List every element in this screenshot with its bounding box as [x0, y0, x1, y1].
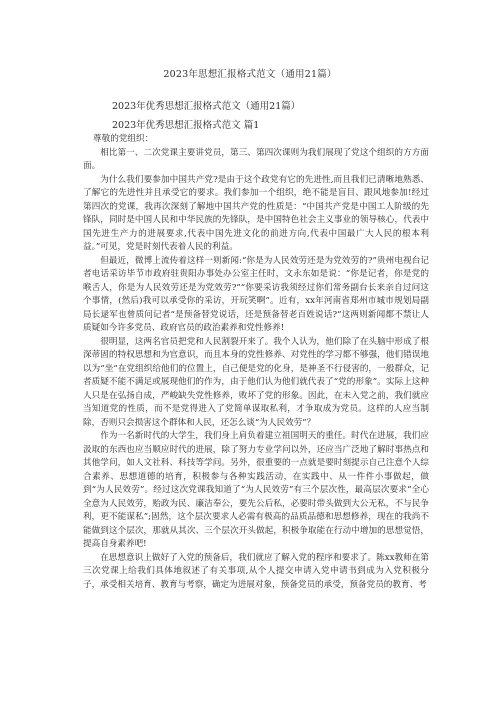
section-title: 2023年优秀思想汇报格式范文 篇1 — [112, 120, 260, 131]
paragraph: 为什么我们要参加中国共产党?是由于这个政党有它的先进性,而且我们已清晰地熟悉、了解它的先进性并且承受它的要求。我们参加一个组织，绝不能是盲目、跟风地参加!经过第四次的党课，我再次深刻了解地中国共产党的性质是：“中国共产党是中国工人阶级的先锋队，同时是中国人民和中华民族的先锋队，是中国特色社会主义事业的领导核心，代表中国先进生产力的进展要求,代表中国先进文化的前进方向,代表中国最广大人民的根本利益。”可见，党是时刻代表着人民的利益。 — [83, 174, 429, 252]
paragraph: 很明显，这两名官员把党和人民割裂开来了。我个人认为，他们除了在头脑中形成了根深蒂固的特权思想和为官意识，而且本身的党性修养、对党性的学习都不够强，他们错误地以为“坐”在党组织给他们的位置上，自己便是党的化身，是神圣不行侵害的，一般群众，记者质疑不能不满足或展现他们的作为，由于他们认为他们就代表了“党的形象”。实际上这种人只是在弘扬自成，严峻缺失党性修养，败坏了党的形象。因此，在未入党之前，我们就应当知道党的性质，而不是党得进入了党简单谋取私利，才争取成为党员。这样的人应当制除，否则只会损害这个群体和人民，还怎么谈“为人民效劳”？ — [83, 336, 429, 428]
salutation: 尊敬的党组织： — [93, 134, 154, 144]
document-body — [83, 133, 429, 592]
document-subtitle: 2023年优秀思想汇报格式范文（通用21篇） — [112, 101, 301, 112]
document-title: 2023年思想汇报格式范文（通用21篇） — [163, 69, 337, 80]
paragraph: 但最近，微博上流传着这样一则新闻:“你是为人民效劳还是为党效劳的?”贵州电视台记者电话采访毕节市政府驻贵阳办事处办公室主任时，文永东如是说：“你是记者，你是党的喉舌人，你是为人民效劳还是为党效劳?”“你要采访我须经过你们常务副台长来亲自过问这个事情，(然后)我可以承受你的采访，开玩笑啊”。近有，xx年河南省郑州市城市规划局副局长逯军也曾质问记者“是预备替党说话，还是预备替老百姓说话?”这两则新闻都不禁让人质疑如今许多党员、政府官员的政治素养和党性修养! — [83, 255, 429, 333]
paragraph: 相比第一、二次党课主要讲党员，第三、第四次课则为我们展现了党这个组织的方方面面。 — [83, 147, 429, 171]
paragraph: 作为一名新时代的大学生，我们身上肩负着建立祖国明天的重任。时代在进展，我们应汲取的东西也应当顺应时代的进展，除了努力专业学问以外，还应当广泛地了解时事热点和其他学问，如人文社科、科技等学问。另外，很重要的一点就是要时刻提示自己注意个人综合素养、思想道德的培育，积极参与各种实践活动，在实践中、从一件件小事做起，做到“为人民效劳”。经过这次党课我知道了“为人民效劳”有三个层次性，最高层次要求“全心全意为人民效劳，贻政为民、廉洁奉公，要先公后私，必要时带头做到大公无私，不与民争利，更不能谋私”;固然，这个层次要求人必需有极高的品质品德和思想修养，现在的我尚不能做到这个层次，那就从其次、三个层次开头做起，积极争取能在行动中增加的思想觉悟，提高自身素养吧! — [83, 431, 429, 549]
paragraph: 在思想意识上做好了入党的预备后，我们就应了解入党的程序和要求了。陈xx教师在第三次党课上给我们具体地叙述了有关事项,从个人提交申请入党申请书到成为入党积极分子，承受相关培育、教育与考察，确定为进展对象，预备党员的承受，预备党员的教育、考 — [83, 552, 429, 590]
